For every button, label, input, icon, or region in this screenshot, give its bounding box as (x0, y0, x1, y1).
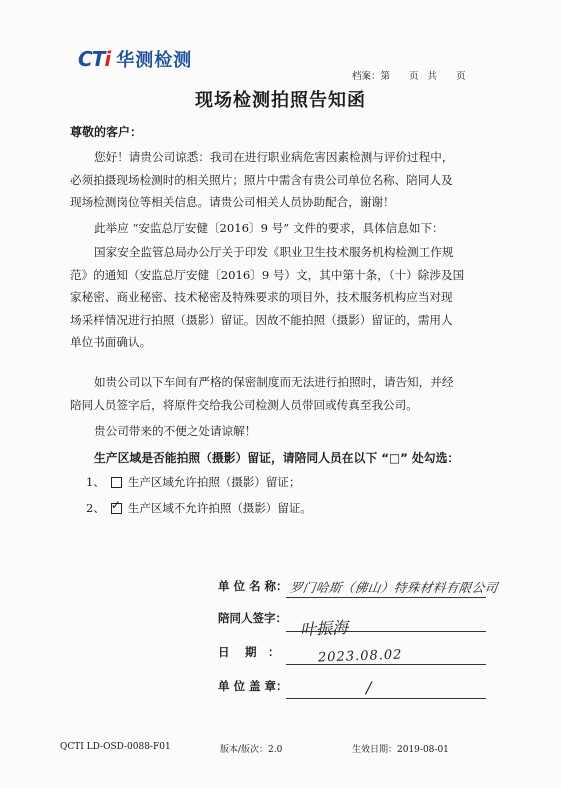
paragraph-line: 贵公司带来的不便之处请谅解！ (94, 424, 257, 438)
company-logo (78, 46, 192, 72)
paragraph-line: 此举应 “安监总厅安健〔2016〕9 号” 文件的要求，具体信息如下： (94, 221, 444, 235)
unit-seal-handwritten: / (366, 678, 372, 697)
paragraph-line: 如贵公司以下车间有严格的保密制度而无法进行拍照时，请告知，并经 (94, 375, 454, 389)
option-disallow[interactable] (86, 497, 312, 516)
option-number: 1、 (86, 475, 105, 489)
escort-signature-handwritten: 叶振海 (299, 617, 349, 640)
logo-letter-t: T (91, 47, 105, 71)
unit-seal-label: 单 位 盖 章： (218, 679, 288, 693)
checkbox-allow[interactable] (111, 477, 122, 488)
date-line (286, 664, 486, 665)
date-label: 日 期 ： (218, 645, 280, 659)
document-title: 现场检测拍照告知函 (195, 90, 366, 111)
paragraph-regulation (70, 241, 488, 354)
checkbox-disallow[interactable] (110, 497, 122, 514)
paragraph-line: 现场检测岗位等相关信息。请贵公司相关人员协助配合，谢谢！ (70, 195, 395, 209)
archive-page-number: 档案：第 页 共 页 (352, 71, 466, 82)
escort-signature-line (286, 631, 486, 632)
photo-permission-question: 生产区域是否能拍照（摄影）留证，请陪同人员在以下 “□” 处勾选： (94, 451, 460, 465)
option-allow[interactable] (86, 474, 300, 490)
paragraph-confidential (70, 371, 488, 416)
logo-mark (78, 47, 110, 71)
paragraph-line: 场采样情况进行拍照（摄影）留证。因故不能拍照（摄影）留证的，需用人 (70, 312, 453, 327)
option-label: 生产区域允许拍照（摄影）留证； (127, 475, 301, 489)
footer-effective-date: 生效日期：2019-08-01 (352, 745, 449, 755)
unit-name-handwritten: 罗门哈斯（佛山）特殊材料有限公司 (288, 580, 499, 595)
paragraph-line: 您好！请贵公司谅悉：我司在进行职业病危害因素检测与评价过程中， (94, 150, 454, 164)
logo-name: 华测检测 (116, 50, 193, 71)
footer-version: 版本/版次：2.0 (220, 745, 283, 755)
paragraph-apology (70, 420, 488, 443)
paragraph-notice (70, 146, 488, 214)
paragraph-line: 单位书面确认。 (70, 335, 152, 349)
paragraph-line: 陪同人员签字后，将原件交给我公司检测人员带回或传真至我公司。 (70, 397, 418, 412)
logo-letter-i: i (104, 47, 111, 71)
option-label: 生产区域不允许拍照（摄影）留证。 (127, 501, 312, 515)
paragraph-line: 家秘密、商业秘密、技术秘密及特殊要求的项目外，技术服务机构应当对现 (70, 290, 453, 304)
salutation: 尊敬的客户： (70, 125, 143, 139)
option-number: 2、 (86, 501, 105, 515)
paragraph-basis (70, 217, 488, 240)
footer-document-code: QCTI LD-OSD-0088-F01 (60, 742, 171, 752)
escort-signature-label: 陪同人签字： (218, 611, 287, 625)
unit-name-label: 单 位 名 称： (218, 579, 288, 593)
date-handwritten: 2023.08.02 (317, 647, 403, 666)
paragraph-line: 范》的通知（安监总厅安健〔2016〕9 号）文，其中第十条，（十）除涉及国 (70, 267, 465, 282)
logo-letter-c: C (78, 47, 92, 71)
unit-seal-line (286, 698, 486, 699)
check-mark-icon: ✓ (110, 497, 121, 512)
paragraph-line: 国家安全监管总局办公厅关于印发《职业卫生技术服务机构检测工作规 (94, 245, 454, 259)
paragraph-line: 必须拍摄现场检测时的相关照片；照片中需含有贵公司单位名称、陪同人及 (70, 172, 453, 187)
unit-name-line (286, 597, 486, 598)
